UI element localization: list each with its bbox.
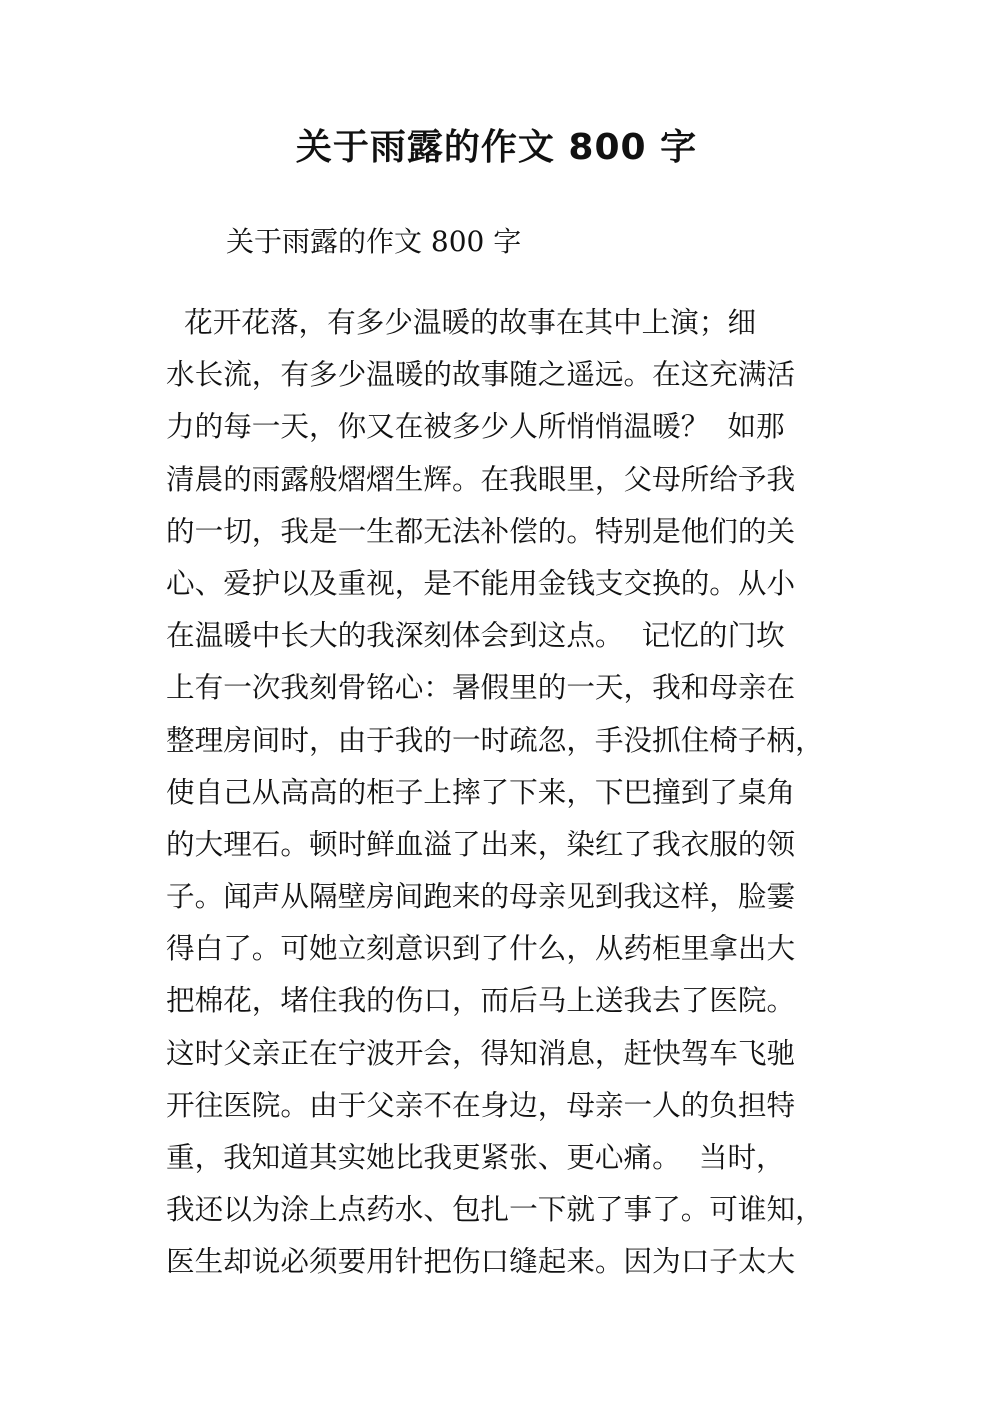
- body-line: 花开花落，有多少温暖的故事在其中上演；细: [166, 305, 757, 339]
- body-line: 我还以为涂上点药水、包扎一下就了事了。可谁知，: [166, 1192, 824, 1227]
- body-line: 心、爱护以及重视，是不能用金钱支交换的。从小: [166, 565, 796, 600]
- body-line: 得白了。可她立刻意识到了什么，从药柜里拿出大: [166, 931, 796, 966]
- body-line: 这时父亲正在宁波开会，得知消息，赶快驾车飞驰: [166, 1035, 796, 1070]
- body-line: 医生却说必须要用针把伤口缝起来。因为口子太大: [166, 1244, 796, 1279]
- body-line: 的大理石。顿时鲜血溢了出来，染红了我衣服的领: [166, 826, 796, 861]
- body-line: 子。闻声从隔壁房间跑来的母亲见到我这样，脸霎: [166, 879, 796, 914]
- document-subtitle: 关于雨露的作文 800 字: [226, 225, 522, 258]
- body-line: 清晨的雨露般熠熠生辉。在我眼里，父母所给予我: [166, 461, 796, 496]
- document-body: [166, 296, 846, 1288]
- body-line: 整理房间时，由于我的一时疏忽，手没抓住椅子柄，: [166, 722, 824, 757]
- body-line: 的一切，我是一生都无法补偿的。特别是他们的关: [166, 513, 796, 548]
- document-title: 关于雨露的作文 800 字: [295, 127, 698, 168]
- body-line: 上有一次我刻骨铭心：暑假里的一天，我和母亲在: [166, 670, 796, 705]
- body-line: 在温暖中长大的我深刻体会到这点。 记忆的门坎: [166, 618, 785, 653]
- body-line: 力的每一天，你又在被多少人所悄悄温暖？ 如那: [166, 409, 785, 444]
- body-line: 把棉花，堵住我的伤口，而后马上送我去了医院。: [166, 983, 796, 1018]
- body-line: 水长流，有多少温暖的故事随之遥远。在这充满活: [166, 357, 796, 392]
- body-line: 使自己从高高的柜子上摔了下来，下巴撞到了桌角: [166, 774, 796, 809]
- body-line: 开往医院。由于父亲不在身边，母亲一人的负担特: [166, 1087, 796, 1122]
- body-line: 重，我知道其实她比我更紧张、更心痛。 当时，: [166, 1140, 785, 1174]
